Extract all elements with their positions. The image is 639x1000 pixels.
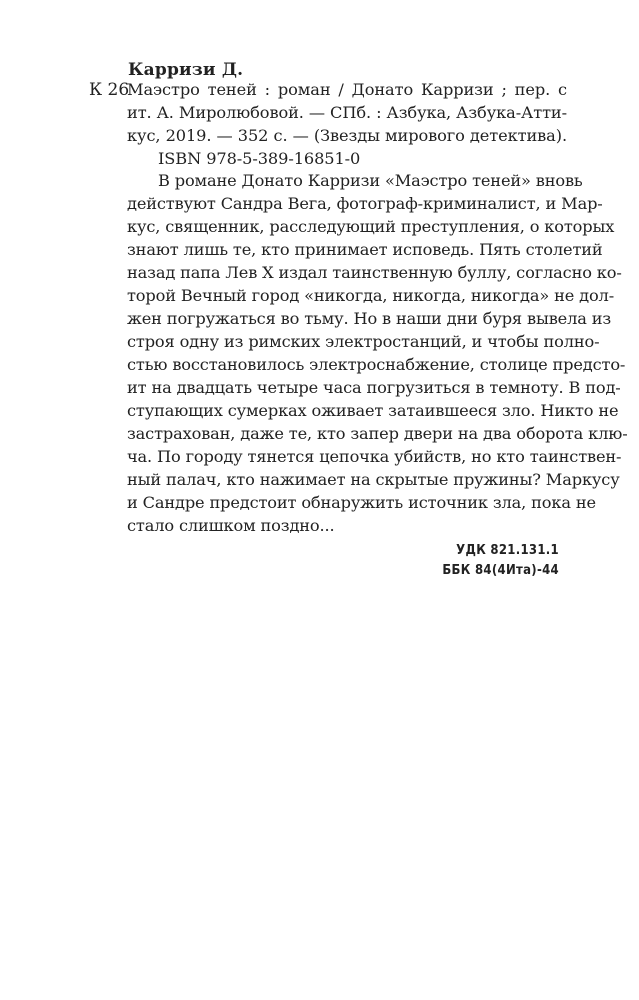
annotation-line: ча. По городу тянется цепочка убийств, но кто таинствен- bbox=[127, 447, 622, 466]
udk-code: УДК 821.131.1 bbox=[456, 543, 559, 558]
annotation-line: и Сандре предстоит обнаружить источник зла, пока не bbox=[127, 493, 596, 512]
description-line: ит. А. Миролюбовой. — СПб. : Азбука, Азбука-Атти- bbox=[127, 103, 567, 122]
annotation-line: кус, священник, расследующий преступления, о которых bbox=[127, 217, 615, 236]
bbk-code: ББК 84(4Ита)-44 bbox=[442, 563, 559, 578]
annotation-line: торой Вечный город «никогда, никогда, никогда» не дол- bbox=[127, 286, 615, 305]
author-heading: Карризи Д. bbox=[128, 60, 244, 80]
annotation-line: строя одну из римских электростанций, и чтобы полно- bbox=[127, 332, 600, 351]
annotation-line: ступающих сумерках оживает затаившееся зло. Никто не bbox=[127, 401, 619, 420]
annotation-line: стало слишком поздно... bbox=[127, 516, 335, 535]
annotation-line: действуют Сандра Вега, фотограф-криминалист, и Мар- bbox=[127, 194, 603, 213]
isbn: ISBN 978-5-389-16851-0 bbox=[158, 149, 361, 168]
annotation-line: знают лишь те, кто принимает исповедь. Пять столетий bbox=[127, 240, 603, 259]
description-line: Маэстро теней : роман / Донато Карризи ; пер. с bbox=[127, 80, 567, 99]
annotation-line: В романе Донато Карризи «Маэстро теней» вновь bbox=[158, 171, 583, 190]
annotation-line: стью восстановилось электроснабжение, столице предсто- bbox=[127, 355, 626, 374]
annotation-line: жен погружаться во тьму. Но в наши дни буря вывела из bbox=[127, 309, 612, 328]
author-code: К 26 bbox=[89, 80, 130, 100]
annotation-line: ный палач, кто нажимает на скрытые пружины? Маркусу bbox=[127, 470, 620, 489]
annotation-line: застрахован, даже те, кто запер двери на два оборота клю- bbox=[127, 424, 628, 443]
description-line: кус, 2019. — 352 с. — (Звезды мирового детектива). bbox=[127, 126, 567, 145]
annotation-line: ит на двадцать четыре часа погрузиться в темноту. В под- bbox=[127, 378, 621, 397]
annotation-line: назад папа Лев Х издал таинственную буллу, согласно ко- bbox=[127, 263, 622, 282]
